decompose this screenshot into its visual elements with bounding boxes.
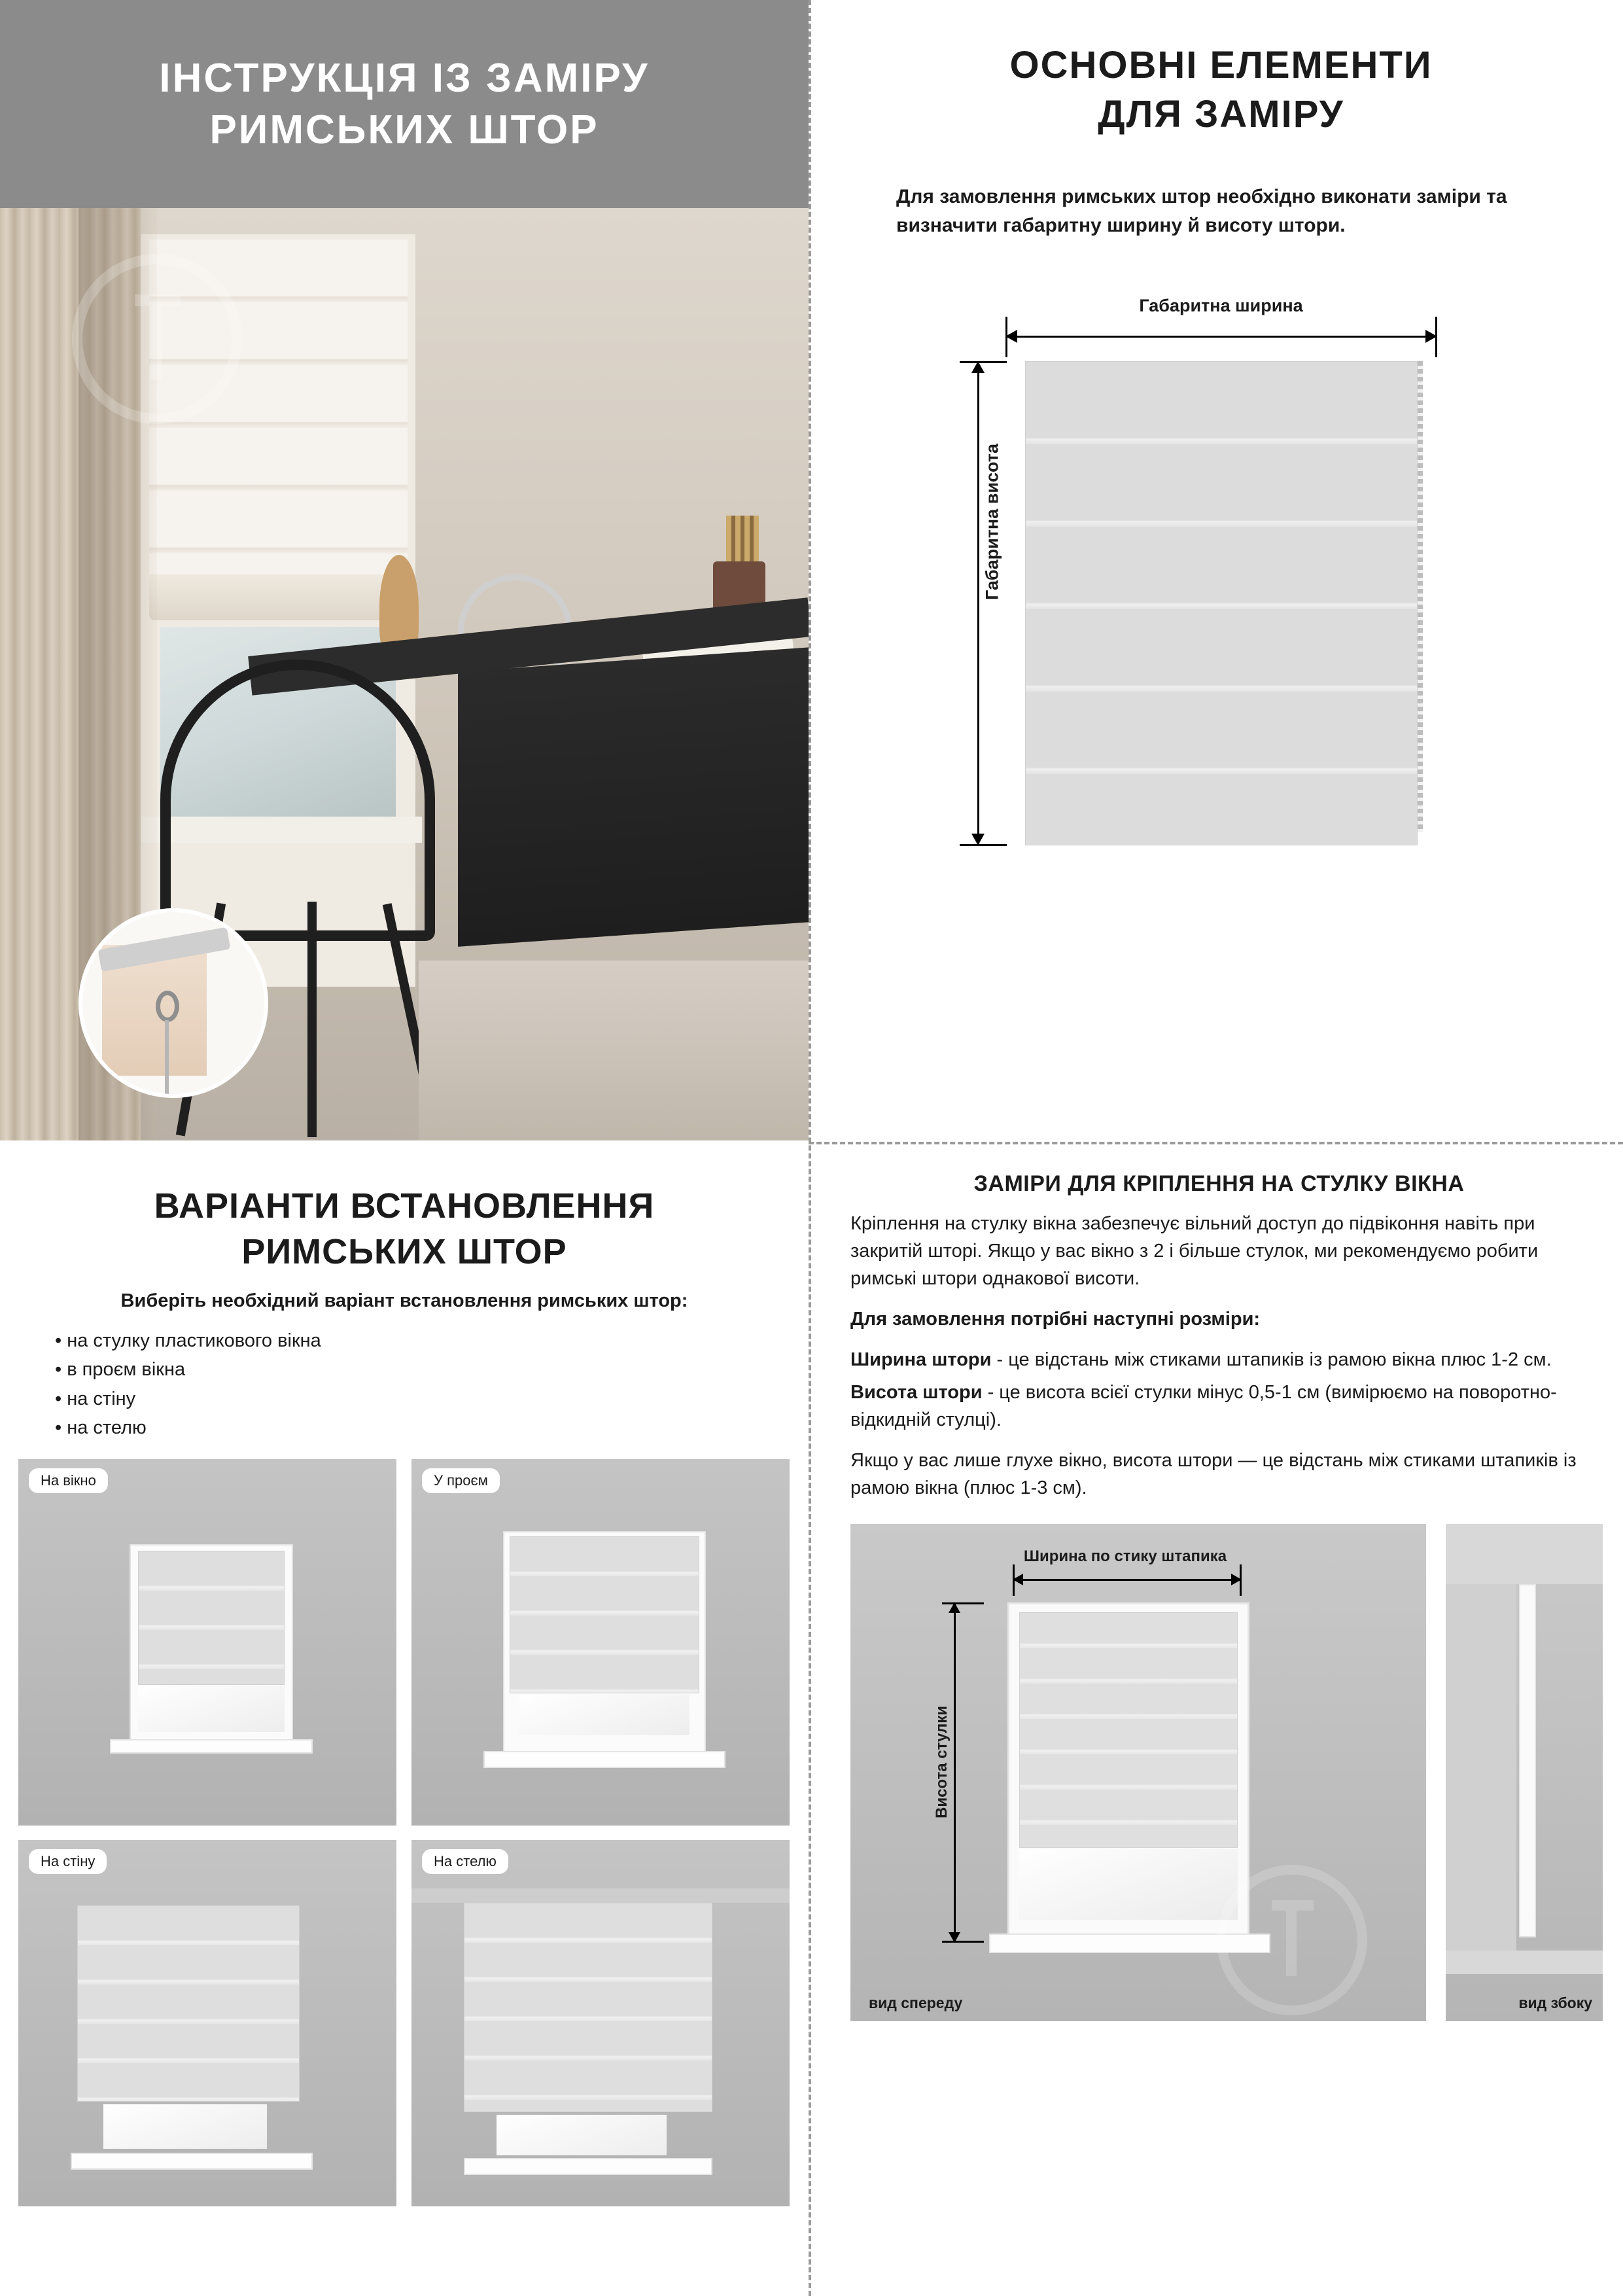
height-tick-top xyxy=(960,361,1007,363)
callout-cord-ring xyxy=(156,991,179,1022)
installation-variants-grid xyxy=(18,1459,790,2206)
photo-chair-back xyxy=(160,660,435,941)
overall-width-label: Габаритна ширина xyxy=(1139,295,1303,315)
watermark-icon xyxy=(72,254,242,424)
variant-tag: На стелю xyxy=(422,1849,508,1874)
sash-mount-width-line xyxy=(850,1346,1588,1373)
overall-height-label: Габаритна висота xyxy=(982,443,1002,600)
list-item: • в проєм вікна xyxy=(55,1355,790,1384)
variant-sill xyxy=(483,1751,725,1768)
key-measurements-lead: Для замовлення римських штор необхідно виконати заміри та визначити габаритну ширину й висоту штори. xyxy=(896,185,1507,237)
main-title-band xyxy=(0,0,809,208)
variant-in-opening xyxy=(411,1459,790,1826)
overall-size-diagram xyxy=(960,296,1483,872)
sash-mount-section xyxy=(832,1171,1623,2296)
mount-detail-callout xyxy=(79,908,268,1098)
height-text: - це висота всієї стулки мінус 0,5-1 см (вимірюємо на поворотно-відкидній стулці). xyxy=(850,1382,1557,1431)
front-height-label: Висота стулки xyxy=(933,1706,951,1819)
installation-options-section xyxy=(0,1171,809,2296)
sash-mount-note: Якщо у вас лише глухе вікно, висота штори — це відстань між стиками штапиків із рамою вікна (плюс 1-3 см). xyxy=(850,1450,1577,1499)
sash-mount-height-line xyxy=(850,1379,1588,1434)
front-view-caption: вид спереду xyxy=(869,1994,963,2012)
height-tick-bottom xyxy=(960,844,1007,846)
page-title-line-1: ІНСТРУКЦІЯ ІЗ ЗАМІРУ xyxy=(159,55,650,101)
variant-sill xyxy=(110,1739,313,1754)
room-photo xyxy=(0,208,809,1140)
key-measurements-title-line-1: ОСНОВНІ ЕЛЕМЕНТИ xyxy=(1009,44,1433,86)
variant-glass xyxy=(519,1695,689,1735)
overall-width-arrow xyxy=(1005,330,1437,343)
horizontal-dashed-divider xyxy=(809,1142,1623,1144)
variant-tag: На стіну xyxy=(29,1849,107,1874)
front-width-tick-left xyxy=(1013,1564,1015,1596)
front-blind xyxy=(1019,1612,1238,1848)
variant-tag: На вікно xyxy=(29,1468,108,1493)
watermark-mark xyxy=(150,294,162,380)
sash-mount-title: ЗАМІРИ ДЛЯ КРІПЛЕННЯ НА СТУЛКУ ВІКНА xyxy=(973,1171,1465,1196)
roman-blind-illustration xyxy=(1025,361,1418,845)
width-text: - це відстань між стиками штапиків із рамою вікна плюс 1-2 см. xyxy=(991,1349,1552,1371)
ceiling-cornice xyxy=(411,1888,790,1903)
side-view xyxy=(1446,1524,1603,2021)
side-view-caption: вид збоку xyxy=(1518,1994,1592,2012)
installation-title-line-1: ВАРІАНТИ ВСТАНОВЛЕННЯ xyxy=(154,1186,655,1226)
front-height-tick-top xyxy=(942,1602,984,1604)
variant-glass xyxy=(138,1686,285,1732)
side-lintel xyxy=(1446,1524,1603,1584)
photo-desk-body xyxy=(458,647,809,947)
variant-glass xyxy=(103,2104,267,2149)
side-sill xyxy=(1446,1951,1603,1974)
width-tick-right xyxy=(1435,317,1437,357)
variant-blind xyxy=(464,1903,712,2112)
variant-blind xyxy=(77,1905,300,2102)
front-width-arrow xyxy=(1013,1574,1242,1585)
installation-subtitle: Виберіть необхідний варіант встановлення римських штор: xyxy=(120,1290,688,1312)
key-measurements-title xyxy=(858,41,1584,139)
variant-on-sash xyxy=(18,1459,396,1826)
variant-on-ceiling xyxy=(411,1840,790,2206)
front-width-label: Ширина по стику штапика xyxy=(1023,1547,1227,1566)
variant-blind xyxy=(138,1551,285,1685)
photo-pencils xyxy=(726,516,759,568)
variant-blind xyxy=(510,1536,699,1693)
height-term: Висота штори xyxy=(850,1382,983,1404)
photo-chair-leg xyxy=(307,902,317,1137)
front-height-tick-bottom xyxy=(942,1941,984,1943)
variant-glass xyxy=(497,2115,667,2155)
variant-sill xyxy=(71,2153,313,2170)
front-width-tick-right xyxy=(1240,1564,1242,1596)
sash-mount-need-title xyxy=(850,1305,1588,1333)
installation-options-list xyxy=(55,1326,790,1441)
side-reveal xyxy=(1446,1584,1516,1951)
watermark-icon-secondary xyxy=(1217,1865,1367,2015)
installation-options-title xyxy=(18,1183,790,1275)
width-term: Ширина штори xyxy=(850,1349,992,1371)
photo-roman-blind-fold xyxy=(149,574,408,620)
variant-sill xyxy=(464,2158,712,2175)
list-item: • на стіну xyxy=(55,1385,790,1413)
page-title xyxy=(159,52,649,156)
variant-tag: У проєм xyxy=(422,1468,500,1493)
front-glass xyxy=(1019,1849,1238,1920)
vertical-dashed-divider xyxy=(809,0,811,2296)
photo-floor xyxy=(419,961,809,1140)
need-title-text: Для замовлення потрібні наступні розміри: xyxy=(850,1309,1261,1330)
list-item: • на стулку пластикового вікна xyxy=(55,1326,790,1355)
list-item: • на стелю xyxy=(55,1413,790,1442)
control-cord-illustration xyxy=(1418,361,1423,832)
width-tick-left xyxy=(1005,317,1007,357)
sash-mount-intro: Кріплення на стулку вікна забезпечує вільний доступ до підвіконня навіть при закритій шторі. Якщо у вас вікно з 2 і більше стулок, ми рекомендуємо робити римські штори однакової висоти. xyxy=(850,1213,1539,1290)
page-title-line-2: РИМСЬКИХ ШТОР xyxy=(209,107,599,152)
installation-title-line-2: РИМСЬКИХ ШТОР xyxy=(241,1232,567,1272)
key-measurements-title-line-2: ДЛЯ ЗАМІРУ xyxy=(1098,93,1344,136)
side-window-profile xyxy=(1519,1584,1536,1937)
key-measurements-section xyxy=(832,0,1623,1142)
variant-on-wall xyxy=(18,1840,396,2206)
callout-cord xyxy=(165,1020,169,1098)
